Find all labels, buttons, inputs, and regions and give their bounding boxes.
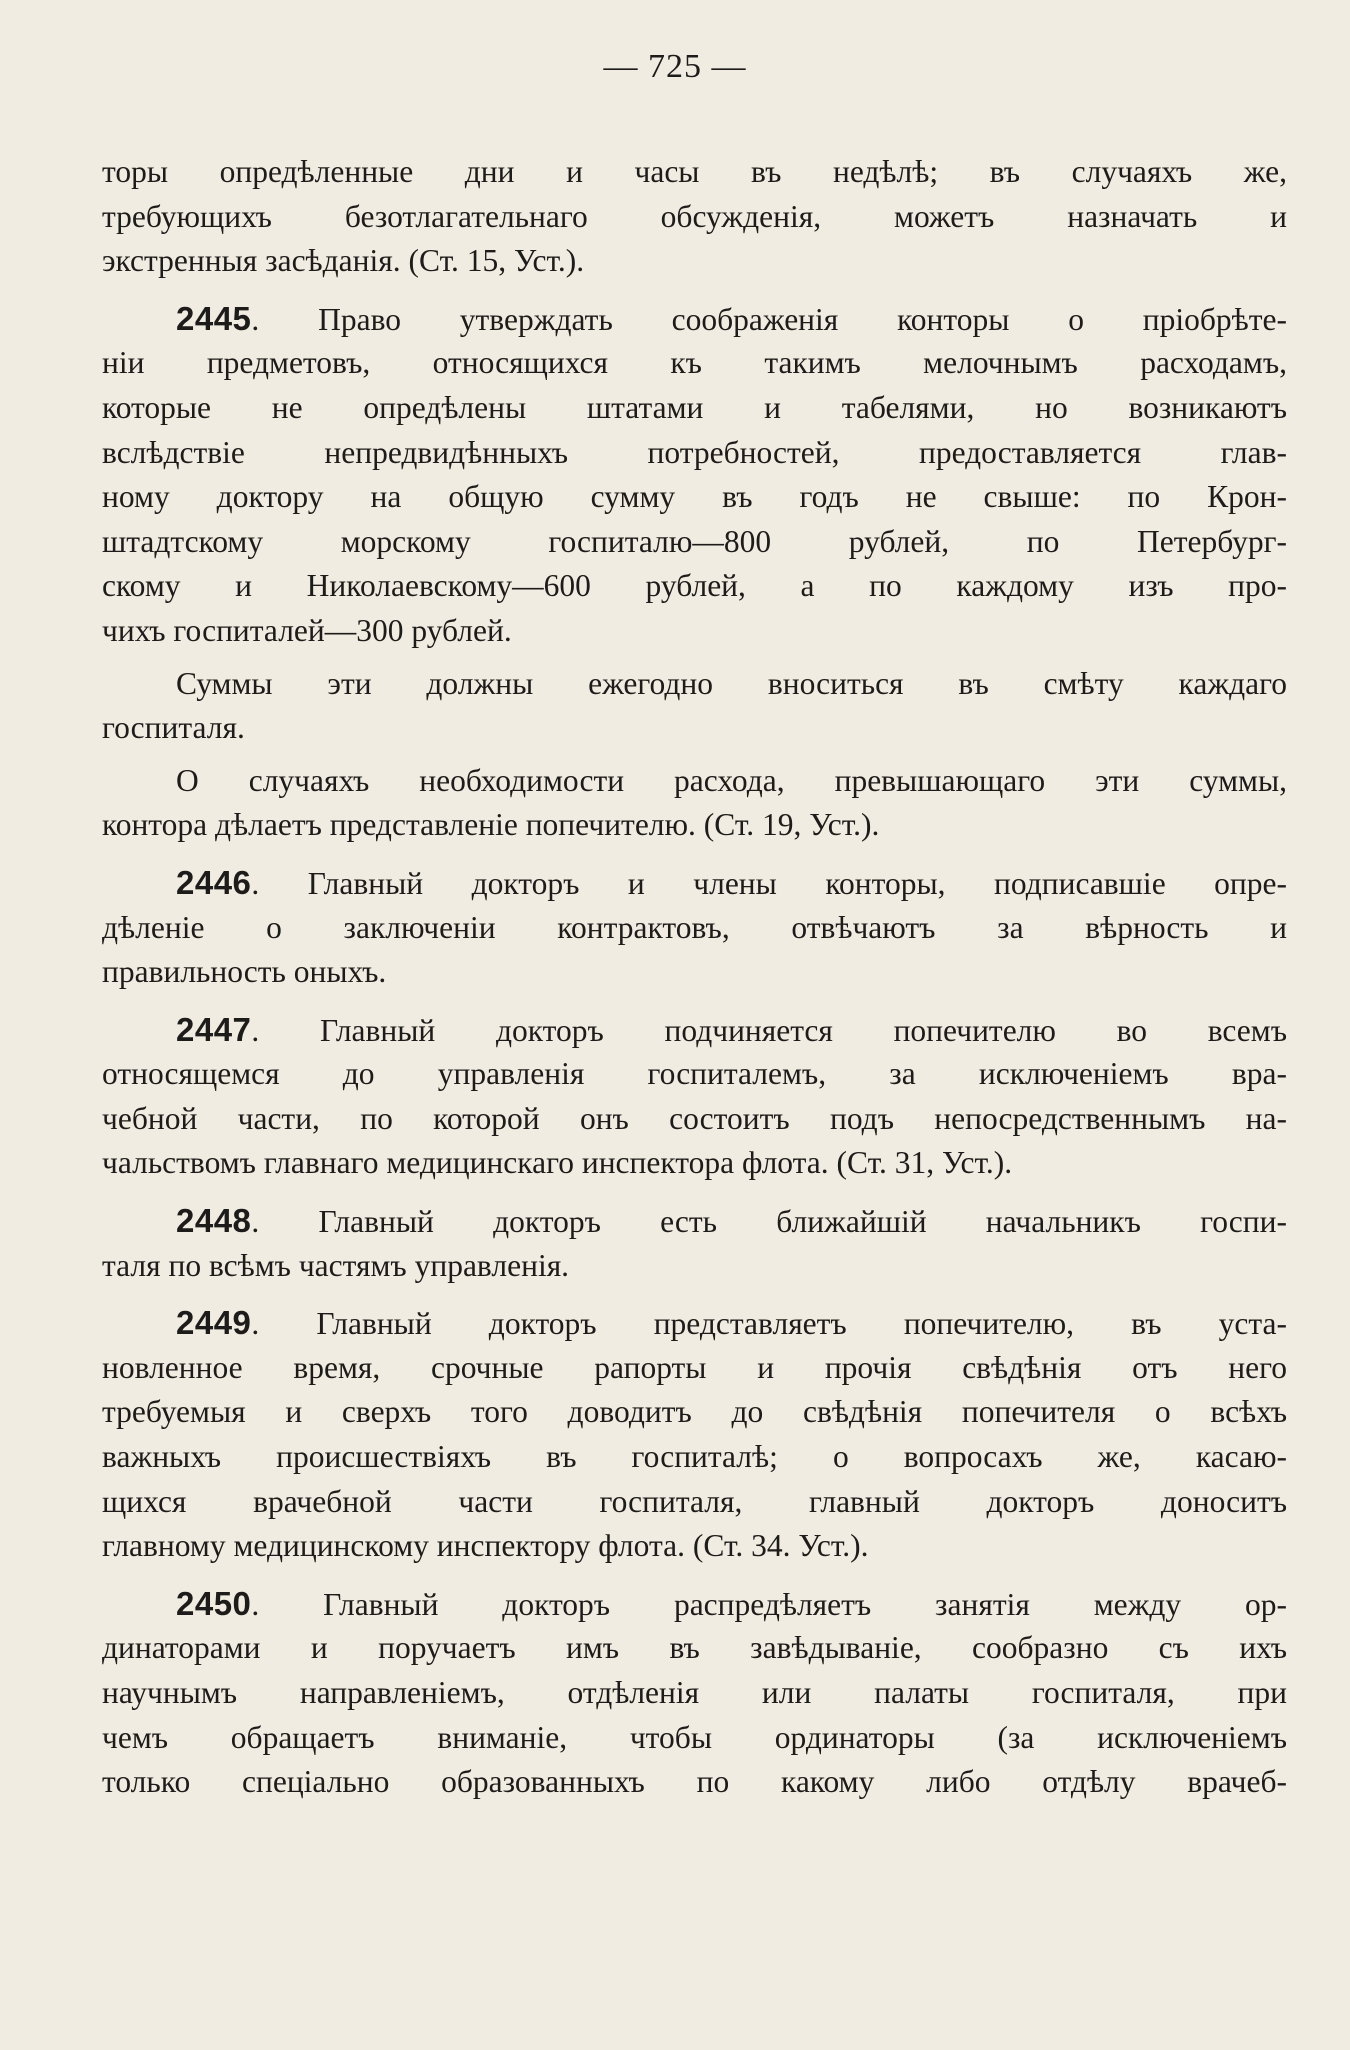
text-line: О случаяхъ необходимости расхода, превышающаго эти суммы, <box>176 762 1287 798</box>
article-first-line-text: . Главный докторъ есть ближайшій начальникъ госпи- <box>251 1204 1287 1240</box>
article-2447 <box>102 1008 1287 1186</box>
article-first-line-text: . Главный докторъ подчиняется попечителю во всемъ <box>251 1012 1287 1048</box>
article-first-line <box>102 861 1287 906</box>
text-line: вслѣдствіе непредвидѣнныхъ потребностей, предоставляется глав- <box>102 434 1287 470</box>
text-line: правильность оныхъ. <box>102 954 387 990</box>
text-line: ніи предметовъ, относящихся къ такимъ мелочнымъ расходамъ, <box>102 345 1287 381</box>
text-line: которые не опредѣлены штатами и табелями, но возникаютъ <box>102 389 1287 425</box>
text-line: относящемся до управленія госпиталемъ, за исключеніемъ вра- <box>102 1056 1287 1092</box>
page-number: — 725 — <box>603 48 747 85</box>
text-line: ному доктору на общую сумму въ годъ не свыше: по Крон- <box>102 479 1287 515</box>
text-line: чемъ обращаетъ вниманіе, чтобы ординаторы (за исключеніемъ <box>102 1719 1287 1755</box>
text-line: требующихъ безотлагательнаго обсужденія, можетъ назначать и <box>102 198 1287 234</box>
article-2449 <box>102 1301 1287 1569</box>
text-line: требуемыя и сверхъ того доводитъ до свѣдѣнія попечителя о всѣхъ <box>102 1394 1287 1430</box>
article-number: 2445 <box>176 299 252 337</box>
text-line: таля по всѣмъ частямъ управленія. <box>102 1247 570 1283</box>
article-number: 2446 <box>176 863 252 901</box>
article-2445-paragraph-3 <box>102 759 1287 848</box>
text-line: чихъ госпиталей—300 рублей. <box>102 612 512 648</box>
article-number: 2449 <box>176 1304 252 1342</box>
text-line: только спеціально образованныхъ по какому либо отдѣлу врачеб- <box>102 1764 1287 1800</box>
article-2450 <box>102 1582 1287 1805</box>
article-2445-paragraph-2 <box>102 662 1287 751</box>
article-first-line <box>102 297 1287 342</box>
article-first-line-text: . Главный докторъ и члены конторы, подписавшіе опре- <box>251 865 1287 901</box>
continuation-paragraph <box>102 150 1287 284</box>
article-first-line <box>102 1582 1287 1627</box>
body-text <box>102 150 1287 1805</box>
text-line: важныхъ происшествіяхъ въ госпиталѣ; о вопросахъ же, касаю- <box>102 1439 1287 1475</box>
article-number: 2448 <box>176 1202 252 1240</box>
text-line: штадтскому морскому госпиталю—800 рублей, по Петербург- <box>102 523 1287 559</box>
text-line: контора дѣлаетъ представленіе попечителю. (Ст. 19, Уст.). <box>102 807 880 843</box>
article-number: 2447 <box>176 1010 252 1048</box>
text-line: щихся врачебной части госпиталя, главный докторъ доноситъ <box>102 1483 1287 1519</box>
article-first-line-text: . Главный докторъ распредѣляетъ занятія между ор- <box>251 1586 1287 1622</box>
text-line: Суммы эти должны ежегодно вноситься въ смѣту каждаго <box>176 665 1287 701</box>
text-line: госпиталя. <box>102 710 245 746</box>
article-2446 <box>102 861 1287 995</box>
text-line: главному медицинскому инспектору флота. (Ст. 34. Уст.). <box>102 1528 869 1564</box>
text-line: дѣленіе о заключеніи контрактовъ, отвѣчаютъ за вѣрность и <box>102 909 1287 945</box>
article-first-line <box>102 1199 1287 1244</box>
text-line: новленное время, срочные рапорты и прочія свѣдѣнія отъ него <box>102 1349 1287 1385</box>
text-line: динаторами и поручаетъ имъ въ завѣдываніе, сообразно съ ихъ <box>102 1630 1287 1666</box>
text-line: скому и Николаевскому—600 рублей, а по каждому изъ про- <box>102 568 1287 604</box>
article-first-line-text: . Право утверждать соображенія конторы о пріобрѣте- <box>251 301 1287 337</box>
text-line: научнымъ направленіемъ, отдѣленія или палаты госпиталя, при <box>102 1675 1287 1710</box>
text-line: чебной части, по которой онъ состоитъ подъ непосредственнымъ на- <box>102 1100 1287 1136</box>
article-number: 2450 <box>176 1584 252 1622</box>
article-first-line-text: . Главный докторъ представляетъ попечителю, въ уста- <box>251 1306 1287 1342</box>
article-2445 <box>102 297 1287 654</box>
text-line: экстренныя засѣданія. (Ст. 15, Уст.). <box>102 243 585 279</box>
article-first-line <box>102 1301 1287 1346</box>
article-2448 <box>102 1199 1287 1288</box>
article-first-line <box>102 1008 1287 1053</box>
text-line: торы опредѣленные дни и часы въ недѣлѣ; въ случаяхъ же, <box>102 154 1287 189</box>
text-line: чальствомъ главнаго медицинскаго инспектора флота. (Ст. 31, Уст.). <box>102 1145 1013 1181</box>
